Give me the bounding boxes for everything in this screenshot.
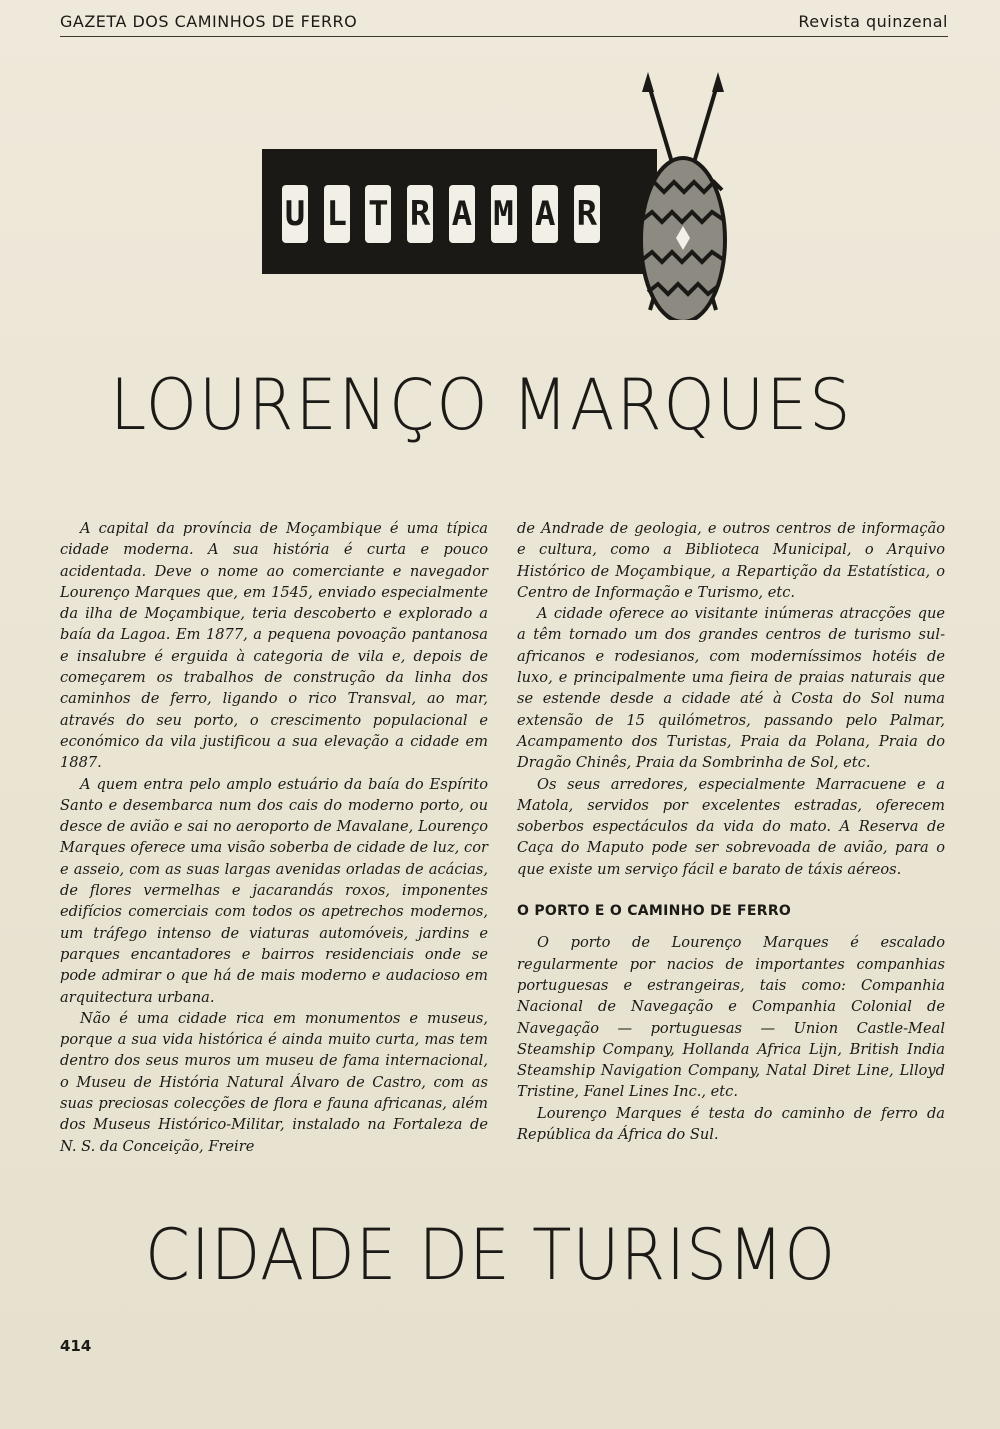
- banner-letter: A: [449, 185, 475, 243]
- article-paragraph: A capital da província de Moçambique é uma típica cidade moderna. A sua história é curta e pouco acidentada. Deve o nome ao comerciante e navegador Lourenço Marques que, em 1545, enviado especialmente da ilha de Moçambique, teria descoberto e explorado a baía da Lagoa. Em 1877, a pequena povoação pantanosa e insalubre é erguida à categoria de vila e, depois de começarem os trabalhos de construção da linha dos caminhos de ferro, ligando o rico Transval, ao mar, através do seu porto, o crescimento populacional e económico da vila justificou a sua elevação a cidade em 1887.: [60, 520, 488, 772]
- banner-letter: A: [532, 185, 558, 243]
- banner-letter: U: [282, 185, 308, 243]
- article-column-right: [517, 518, 945, 1145]
- article-column-left: [60, 518, 488, 1157]
- african-shield-spears-icon: [628, 70, 738, 320]
- article-paragraph: A quem entra pelo amplo estuário da baía do Espírito Santo e desembarca num dos cais do moderno porto, ou desce de avião e sai no aeroporto de Mavalane, Lourenço Marques oferece uma visão soberba de cidade de luz, cor e asseio, com as suas largas avenidas orladas de acácias, de flores vermelhas e jacarandás roxos, imponentes edifícios comerciais com todos os apetrechos modernos, um tráfego intenso de viaturas automóveis, jardins e parques encantadores e bairros residenciais onde se pode admirar o que há de mais moderno e audacioso em arquitectura urbana.: [60, 775, 488, 1006]
- article-paragraph: Não é uma cidade rica em monumentos e museus, porque a sua vida histórica é ainda muito curta, mas tem dentro dos seus muros um museu de fama internacional, o Museu de História Natural Álvaro de Castro, com as suas preciosas colecções de flora e fauna africanas, além dos Museus Histórico-Militar, instalado na Fortaleza de N. S. da Conceição, Freire: [60, 1009, 488, 1155]
- ultramar-letters: [282, 181, 600, 246]
- article-subheadline: CIDADE DE TURISMO: [145, 1214, 836, 1296]
- article-paragraph: de Andrade de geologia, e outros centros de informação e cultura, como a Biblioteca Municipal, o Arquivo Histórico de Moçambique, a Repartição da Estatística, o Centro de Informação e Turismo, etc.: [517, 520, 945, 601]
- banner-letter: R: [407, 185, 433, 243]
- article-paragraph: O porto de Lourenço Marques é escalado regularmente por nacios de importantes companhias portuguesas e estrangeiras, tais como: Companhia Nacional de Navegação e Companhia Colonial de Navegação — portuguesas — Union Castle-Meal Steamship Company, Hollanda Africa Lijn, British India Steamship Navigation Company, Natal Diret Line, Llloyd Tristine, Fanel Lines Inc., etc.: [517, 934, 945, 1101]
- publication-title: GAZETA DOS CAMINHOS DE FERRO: [60, 12, 358, 31]
- article-paragraph: A cidade oferece ao visitante inúmeras atracções que a têm tornado um dos grandes centros de turismo sul-africanos e rodesianos, com moderníssimos hotéis de luxo, e principalmente uma fieira de praias naturais que se estende desde a cidade até à Costa do Sol numa extensão de 15 quilómetros, passando pelo Palmar, Acampamento dos Turistas, Praia da Polana, Praia do Dragão Chinês, Praia da Sombrinha de Sol, etc.: [517, 605, 945, 772]
- article-paragraph: Os seus arredores, especialmente Marracuene e a Matola, servidos por excelentes estradas, oferecem soberbos espectáculos da vida do mato. A Reserva de Caça do Maputo pode ser sobrevoada de avião, para o que existe um serviço fácil e barato de táxis aéreos.: [517, 775, 945, 878]
- publication-frequency: Revista quinzenal: [798, 12, 948, 31]
- article-paragraph: Lourenço Marques é testa do caminho de ferro da República da África do Sul.: [517, 1104, 945, 1144]
- banner-letter: R: [574, 185, 600, 243]
- banner-letter: M: [491, 185, 517, 243]
- banner-letter: T: [365, 185, 391, 243]
- page-number: 414: [60, 1337, 92, 1355]
- running-header: [60, 10, 948, 37]
- article-headline: LOURENÇO MARQUES: [110, 364, 853, 446]
- banner-letter: L: [324, 185, 350, 243]
- section-heading: O PORTO E O CAMINHO DE FERRO: [517, 903, 792, 920]
